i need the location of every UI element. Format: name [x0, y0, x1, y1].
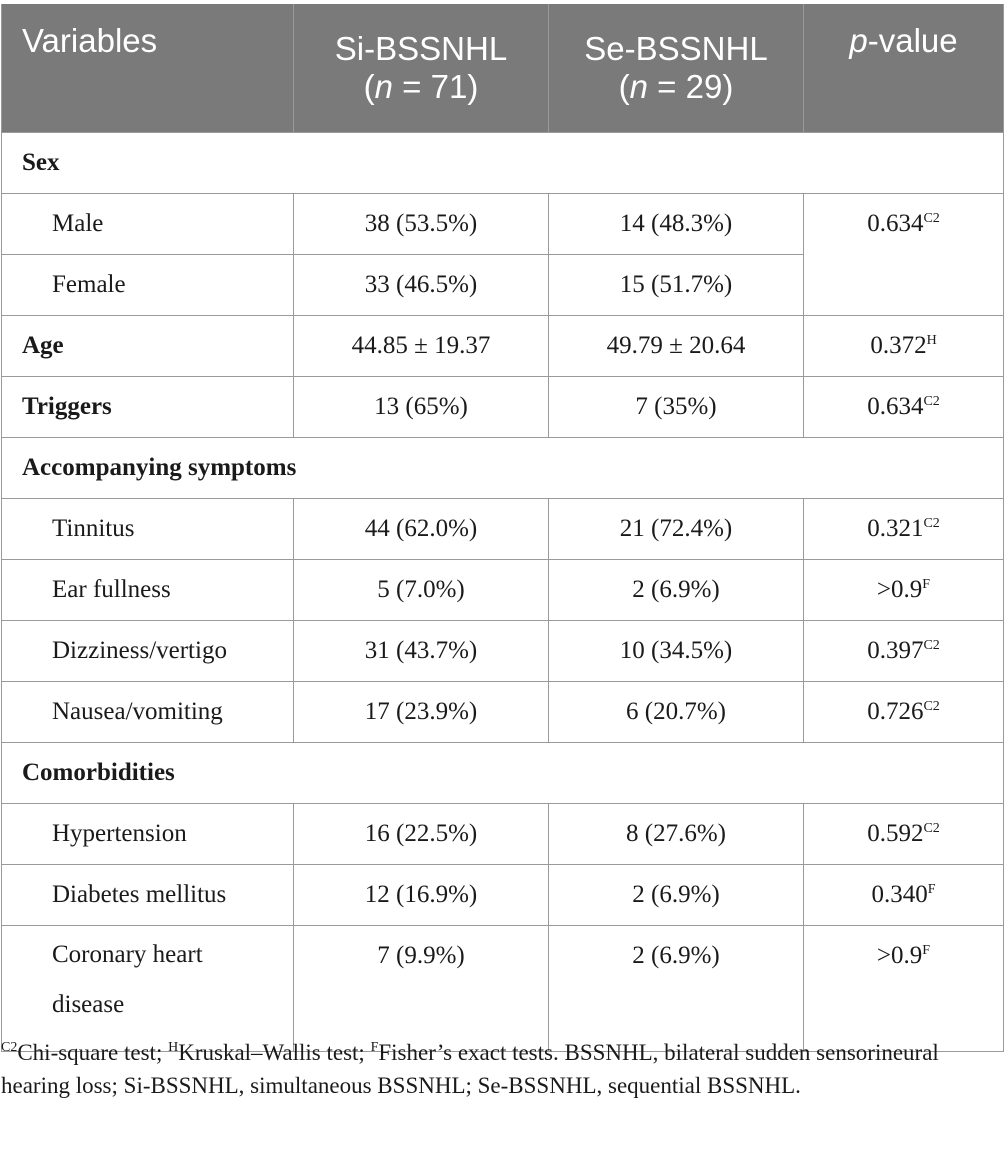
section-row-comorbidities	[2, 743, 1004, 804]
si-cell: 17 (23.9%)	[294, 682, 549, 743]
section-label: Comorbidities	[2, 743, 1004, 804]
section-row-sex	[2, 133, 1004, 194]
header-row	[2, 4, 1004, 133]
demographics-table	[1, 4, 1004, 1052]
si-cell: 44.85 ± 19.37	[294, 316, 549, 377]
p-cell: $>0.9^F$	[804, 560, 1004, 621]
row-label: Female	[2, 255, 294, 316]
table-row	[2, 804, 1004, 865]
si-cell: 16 (22.5%)	[294, 804, 549, 865]
se-cell: 6 (20.7%)	[549, 682, 804, 743]
se-cell: 14 (48.3%)	[549, 194, 804, 255]
header-si-bssnhl: Si-BSSNHL (n = 71)	[294, 4, 549, 133]
section-label: Sex	[2, 133, 1004, 194]
si-cell: 31 (43.7%)	[294, 621, 549, 682]
table-row	[2, 560, 1004, 621]
p-cell: $>0.9^F$	[804, 926, 1004, 1052]
p-cell: $0.634^{C2}$	[804, 377, 1004, 438]
header-p-value: p-value	[804, 4, 1004, 133]
se-cell: 49.79 ± 20.64	[549, 316, 804, 377]
se-cell: 2 (6.9%)	[549, 926, 804, 1052]
si-cell: 38 (53.5%)	[294, 194, 549, 255]
p-cell: $0.340^F$	[804, 865, 1004, 926]
p-cell: $0.372^H$	[804, 316, 1004, 377]
section-label: Accompanying symptoms	[2, 438, 1004, 499]
table-row	[2, 682, 1004, 743]
table-row	[2, 377, 1004, 438]
si-cell: 12 (16.9%)	[294, 865, 549, 926]
se-cell: 7 (35%)	[549, 377, 804, 438]
se-cell: 15 (51.7%)	[549, 255, 804, 316]
row-label: Male	[2, 194, 294, 255]
se-cell: 8 (27.6%)	[549, 804, 804, 865]
row-label: Nausea/vomiting	[2, 682, 294, 743]
row-label: Tinnitus	[2, 499, 294, 560]
table-row	[2, 926, 1004, 1052]
header-variables: Variables	[2, 4, 294, 133]
si-cell: 44 (62.0%)	[294, 499, 549, 560]
table-row	[2, 621, 1004, 682]
p-cell: $0.726^{C2}$	[804, 682, 1004, 743]
table-row	[2, 194, 1004, 255]
si-cell: 5 (7.0%)	[294, 560, 549, 621]
row-label: Diabetes mellitus	[2, 865, 294, 926]
si-cell: 13 (65%)	[294, 377, 549, 438]
row-label: Ear fullness	[2, 560, 294, 621]
header-se-bssnhl: Se-BSSNHL (n = 29)	[549, 4, 804, 133]
row-label: Dizziness/vertigo	[2, 621, 294, 682]
si-cell: 33 (46.5%)	[294, 255, 549, 316]
se-cell: 2 (6.9%)	[549, 865, 804, 926]
se-cell: 10 (34.5%)	[549, 621, 804, 682]
si-cell: 7 (9.9%)	[294, 926, 549, 1052]
p-cell: $0.321^{C2}$	[804, 499, 1004, 560]
row-label: Triggers	[2, 377, 294, 438]
table-row	[2, 865, 1004, 926]
section-row-symptoms	[2, 438, 1004, 499]
p-cell: $0.592^{C2}$	[804, 804, 1004, 865]
table-row	[2, 499, 1004, 560]
p-cell: $0.634^{C2}$	[804, 194, 1004, 316]
table-footnote: $^{C2}$Chi-square test; $^H$Kruskal–Wallis test; $^F$Fisher’s exact tests. BSSNHL, bilateral sudden sensorineural hearing loss; Si-BSSNHL, simultaneous BSSNHL; Se-BSSNHL, sequential BSSNHL.	[1, 1040, 939, 1098]
row-label: Hypertension	[2, 804, 294, 865]
table-row	[2, 316, 1004, 377]
row-label: Age	[2, 316, 294, 377]
row-label: Coronary heart disease	[2, 926, 294, 1052]
se-cell: 21 (72.4%)	[549, 499, 804, 560]
p-cell: $0.397^{C2}$	[804, 621, 1004, 682]
se-cell: 2 (6.9%)	[549, 560, 804, 621]
